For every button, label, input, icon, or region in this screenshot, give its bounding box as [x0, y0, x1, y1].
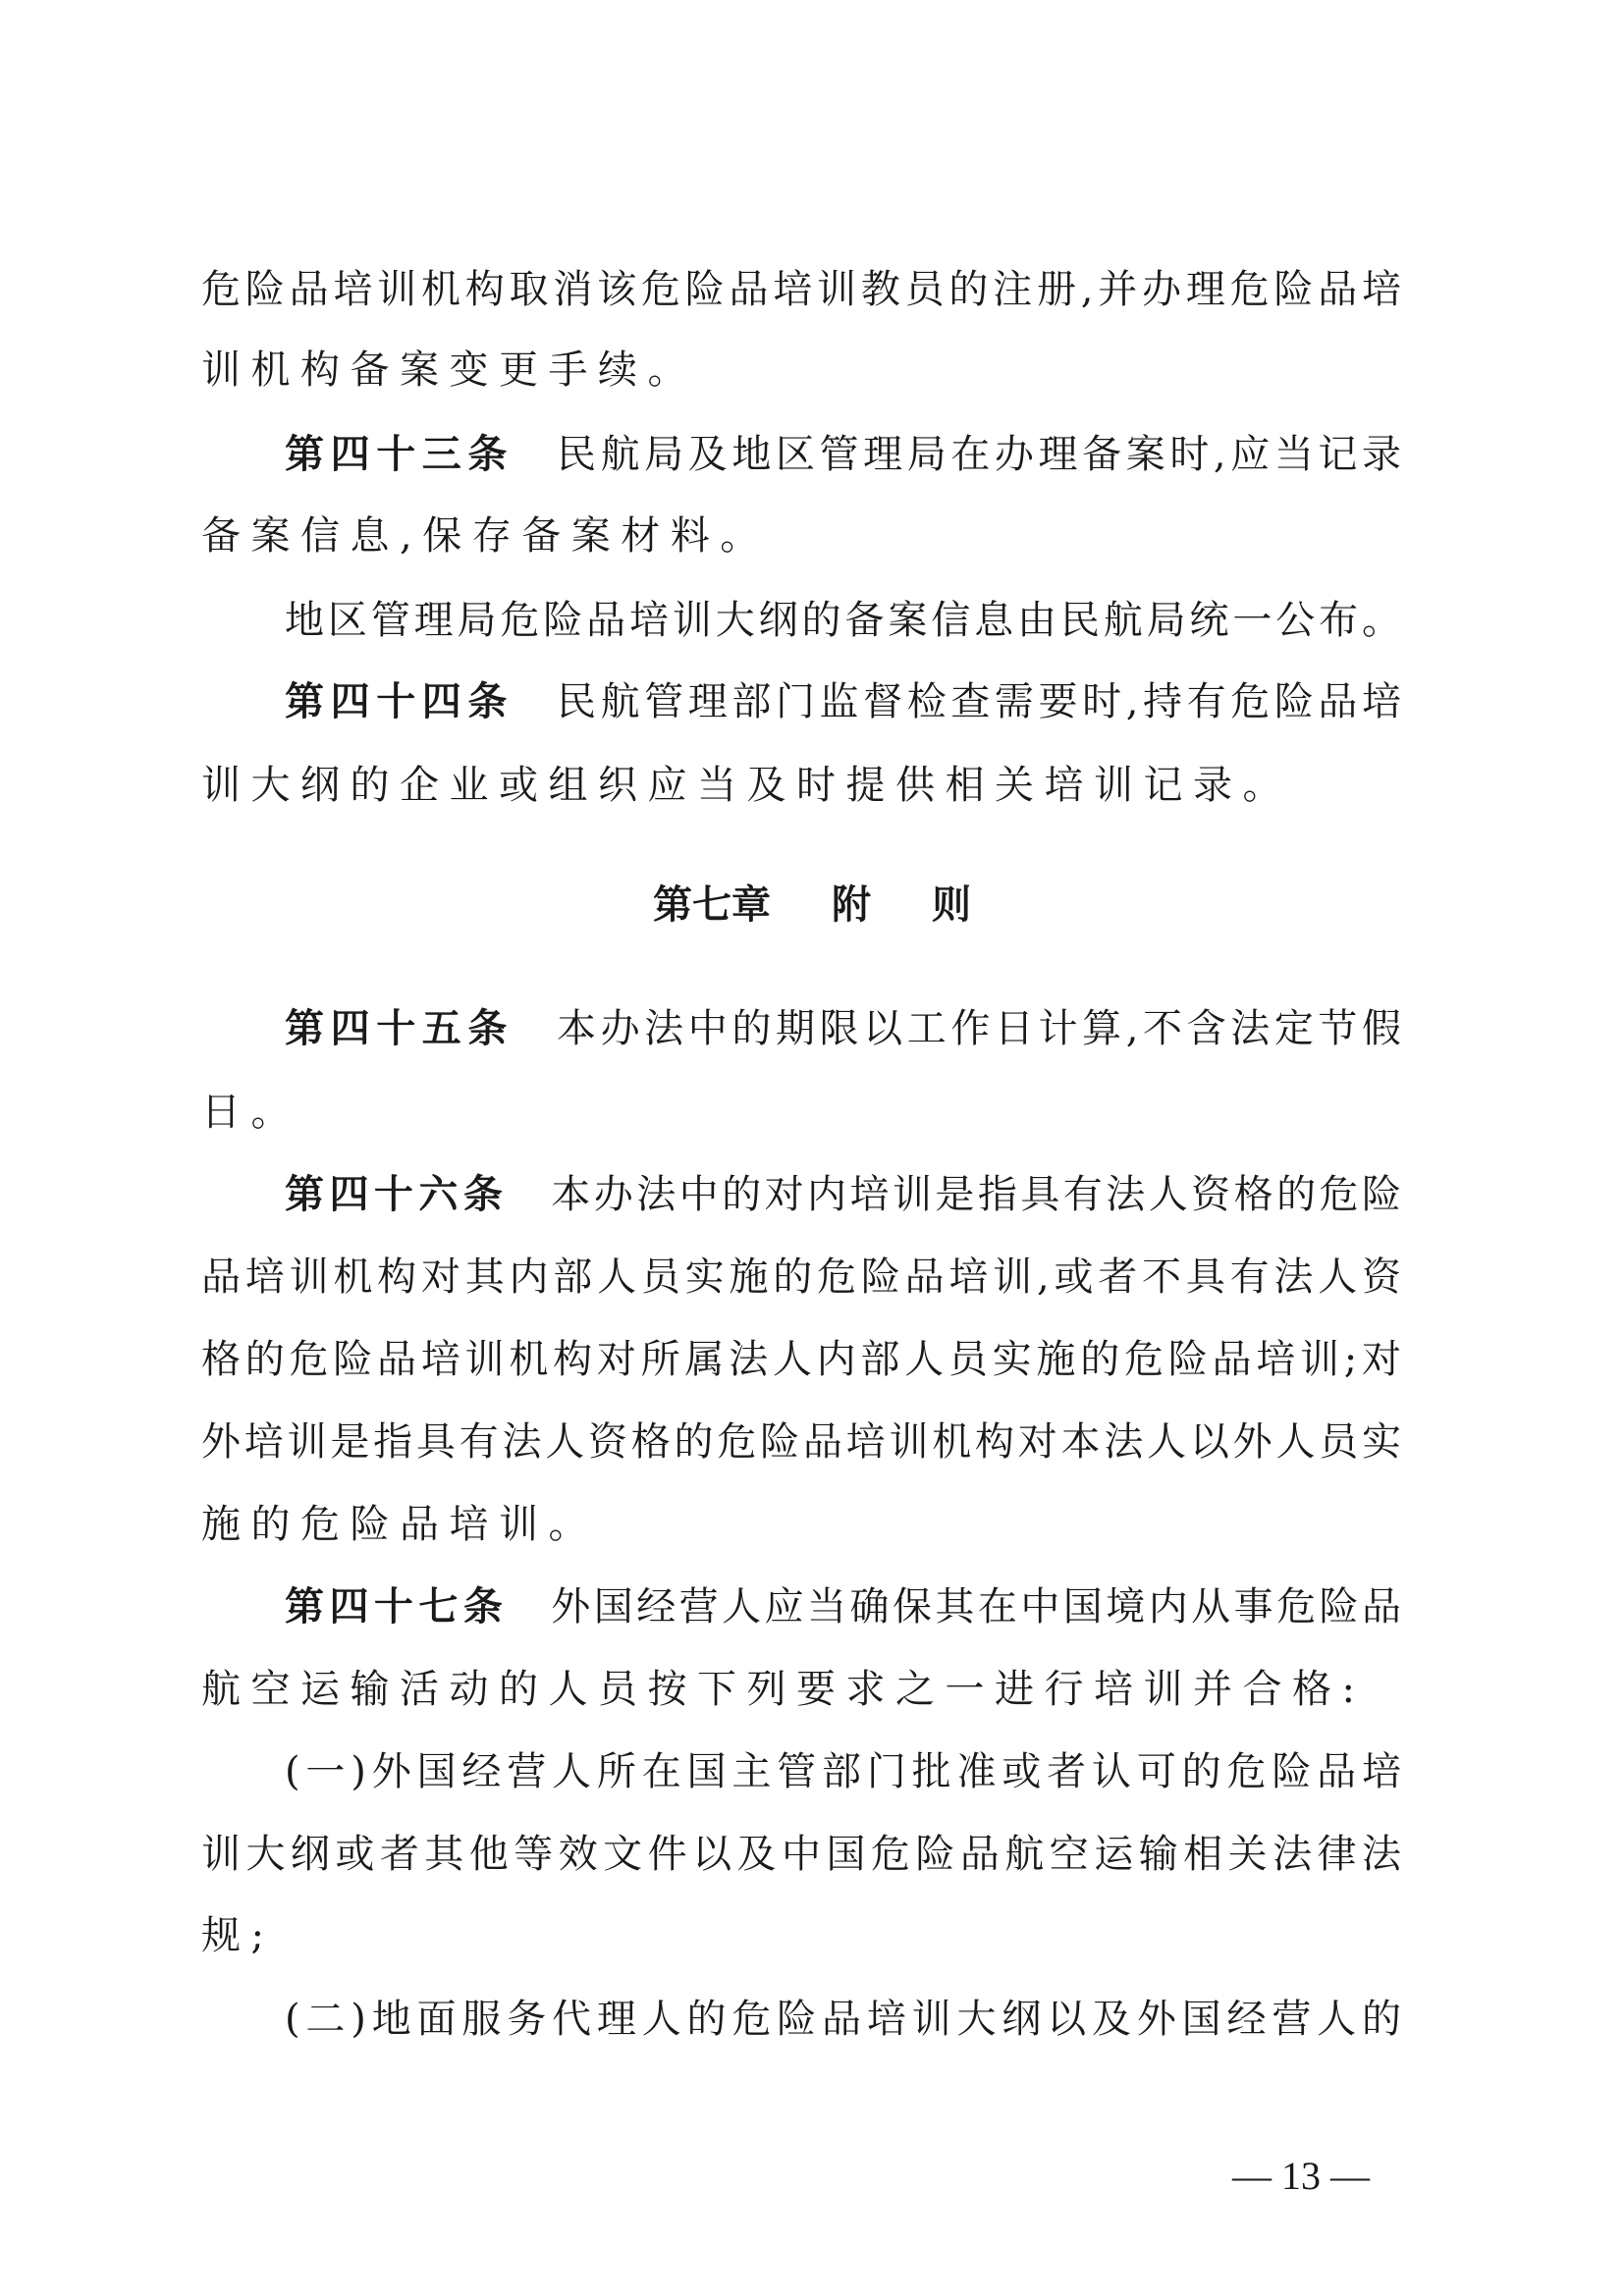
- paragraph-line: 日。: [201, 1090, 300, 1135]
- article-text: 本办法中的对内培训是指具有法人资格的危险: [551, 1172, 1402, 1217]
- paragraph-line: 地区管理局危险品培训大纲的备案信息由民航局统一公布。: [285, 598, 1401, 643]
- paragraph-line: 规;: [201, 1913, 275, 1958]
- chapter-title-2: 则: [932, 882, 971, 928]
- paragraph-line: 备案信息,保存备案材料。: [201, 513, 770, 559]
- list-item-line: (一)外国经营人所在国主管部门批准或者认可的危险品培: [285, 1749, 1401, 1794]
- chapter-number: 第七章: [653, 882, 771, 928]
- paragraph-line: 外培训是指具有法人资格的危险品培训机构对本法人以外人员实: [201, 1419, 1401, 1465]
- article-heading: 第四十五条: [285, 1006, 514, 1051]
- article-47-line: [285, 1582, 1401, 1631]
- paragraph-line: 施的危险品培训。: [201, 1502, 598, 1547]
- page-number: — 13 —: [1232, 2154, 1370, 2198]
- paragraph-line: 品培训机构对其内部人员实施的危险品培训,或者不具有法人资: [201, 1255, 1401, 1300]
- paragraph-line: 训机构备案变更手续。: [201, 347, 697, 393]
- paragraph-line: 训大纲的企业或组织应当及时提供相关培训记录。: [201, 763, 1292, 808]
- article-43-line: [285, 430, 1401, 479]
- article-text: 民航管理部门监督检查需要时,持有危险品培: [556, 679, 1402, 724]
- article-heading: 第四十七条: [285, 1584, 509, 1629]
- article-heading: 第四十三条: [285, 432, 514, 477]
- paragraph-line: 航空运输活动的人员按下列要求之一进行培训并合格:: [201, 1667, 1366, 1712]
- paragraph-line: 格的危险品培训机构对所属法人内部人员实施的危险品培训;对: [201, 1337, 1401, 1382]
- article-text: 民航局及地区管理局在办理备案时,应当记录: [556, 432, 1402, 477]
- article-text: 本办法中的期限以工作日计算,不含法定节假: [556, 1006, 1402, 1051]
- paragraph-line: 训大纲或者其他等效文件以及中国危险品航空运输相关法律法: [201, 1832, 1401, 1877]
- article-heading: 第四十六条: [285, 1172, 509, 1217]
- chapter-title: 附: [832, 882, 871, 928]
- article-text: 外国经营人应当确保其在中国境内从事危险品: [551, 1584, 1402, 1629]
- list-item-line: (二)地面服务代理人的危险品培训大纲以及外国经营人的: [285, 1997, 1401, 2042]
- chapter-heading: [0, 881, 1624, 930]
- article-heading: 第四十四条: [285, 679, 514, 724]
- article-44-line: [285, 677, 1401, 726]
- paragraph-line: 危险品培训机构取消该危险品培训教员的注册,并办理危险品培: [201, 267, 1401, 312]
- article-45-line: [285, 1004, 1401, 1053]
- article-46-line: [285, 1170, 1401, 1219]
